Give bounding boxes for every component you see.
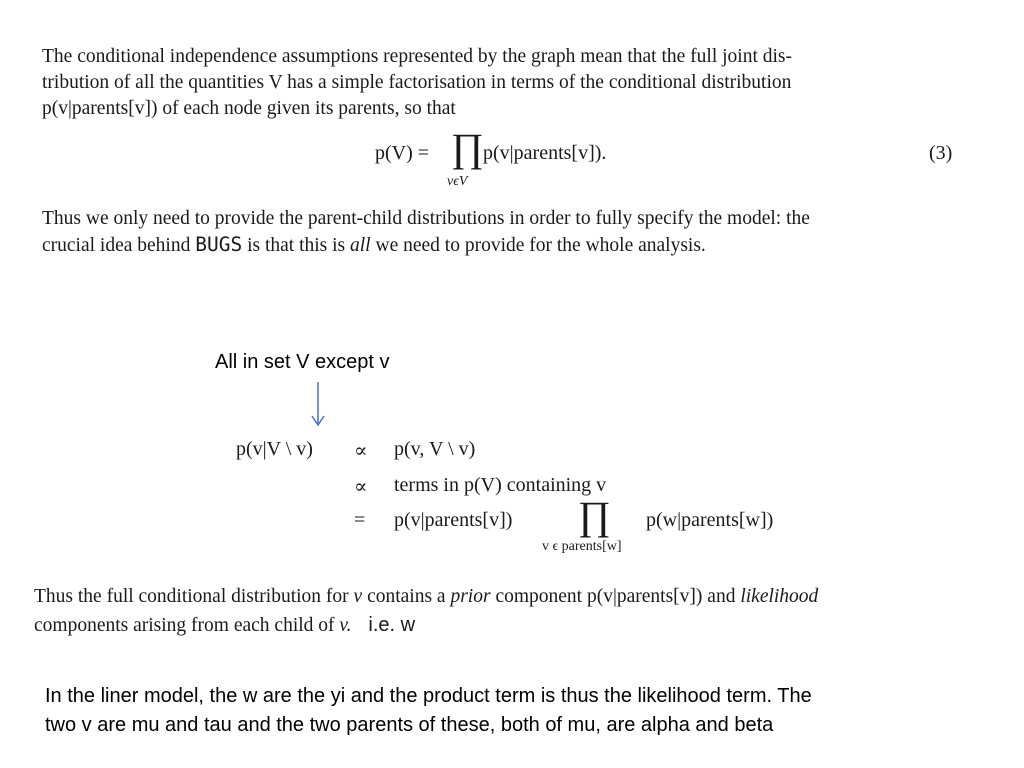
annotation-label: All in set V except v <box>215 351 390 373</box>
eq-row1-rel: ∝ <box>354 440 368 462</box>
product-symbol: ∏ <box>451 125 484 170</box>
eq-row3-product-subscript: v ϵ parents[w] <box>542 539 622 554</box>
conditional-line-1 <box>34 582 1009 611</box>
bugs-line-2-before: crucial idea behind <box>42 235 191 256</box>
factorisation-equation <box>375 125 965 198</box>
conditional-var-v: v <box>353 586 363 607</box>
bugs-line-2-after: we need to provide for the whole analysis. <box>375 235 706 256</box>
bugs-line-1: Thus we only need to provide the parent-child distributions in order to fully specify the model: the <box>42 208 810 229</box>
intro-line-1: The conditional independence assumptions represented by the graph mean that the full joint dis- <box>42 46 792 67</box>
eq-row3-rhs-right: p(w|parents[w]) <box>646 509 774 531</box>
conditional-line-1-a: Thus the full conditional distribution for <box>34 586 349 607</box>
ie-note: i.e. w <box>368 614 416 636</box>
eq-row2-rhs: terms in p(V) containing v <box>394 474 607 496</box>
conditional-line-1-b: contains a <box>367 586 446 607</box>
eq-row3-rhs-left: p(v|parents[v]) <box>394 509 513 531</box>
likelihood-emphasis: likelihood <box>740 586 819 607</box>
equation-lhs: p(V) = <box>375 142 430 164</box>
equation-rhs: p(v|parents[v]). <box>483 142 607 164</box>
bugs-line-2-middle: is that this is <box>247 235 346 256</box>
intro-line-2: tribution of all the quantities V has a simple factorisation in terms of the conditional distribution <box>42 72 792 93</box>
intro-paragraph <box>42 44 957 122</box>
eq-row1-rhs: p(v, V \ v) <box>394 438 476 460</box>
full-conditional-equations <box>236 438 836 568</box>
full-conditional-paragraph <box>34 582 1009 640</box>
eq-row3-rel: = <box>354 509 366 531</box>
linear-model-line-1: In the liner model, the w are the yi and the product term is thus the likelihood term. The <box>45 685 812 707</box>
eq-row1-lhs: p(v|V \ v) <box>236 438 313 460</box>
conditional-line-2-a: components arising from each child of <box>34 615 335 636</box>
bugs-line-2 <box>42 232 957 259</box>
down-arrow-icon <box>308 380 328 430</box>
product-subscript: vϵV <box>447 174 468 189</box>
eq-row2-rel: ∝ <box>354 476 368 498</box>
eq-row3-product-symbol: ∏ <box>578 493 611 538</box>
prior-emphasis: prior <box>450 586 491 607</box>
bugs-emphasis: all <box>350 235 371 256</box>
equation-number: (3) <box>929 142 953 164</box>
intro-line-3: p(v|parents[v]) of each node given its parents, so that <box>42 98 456 119</box>
conditional-line-1-c: component p(v|parents[v]) and <box>495 586 736 607</box>
bugs-paragraph <box>42 206 957 259</box>
linear-model-note <box>45 682 995 740</box>
conditional-line-2-v: v. <box>339 615 352 636</box>
linear-model-line-2: two v are mu and tau and the two parents of these, both of mu, are alpha and beta <box>45 714 774 736</box>
conditional-line-2 <box>34 611 1009 640</box>
bugs-code-text: BUGS <box>195 233 243 256</box>
